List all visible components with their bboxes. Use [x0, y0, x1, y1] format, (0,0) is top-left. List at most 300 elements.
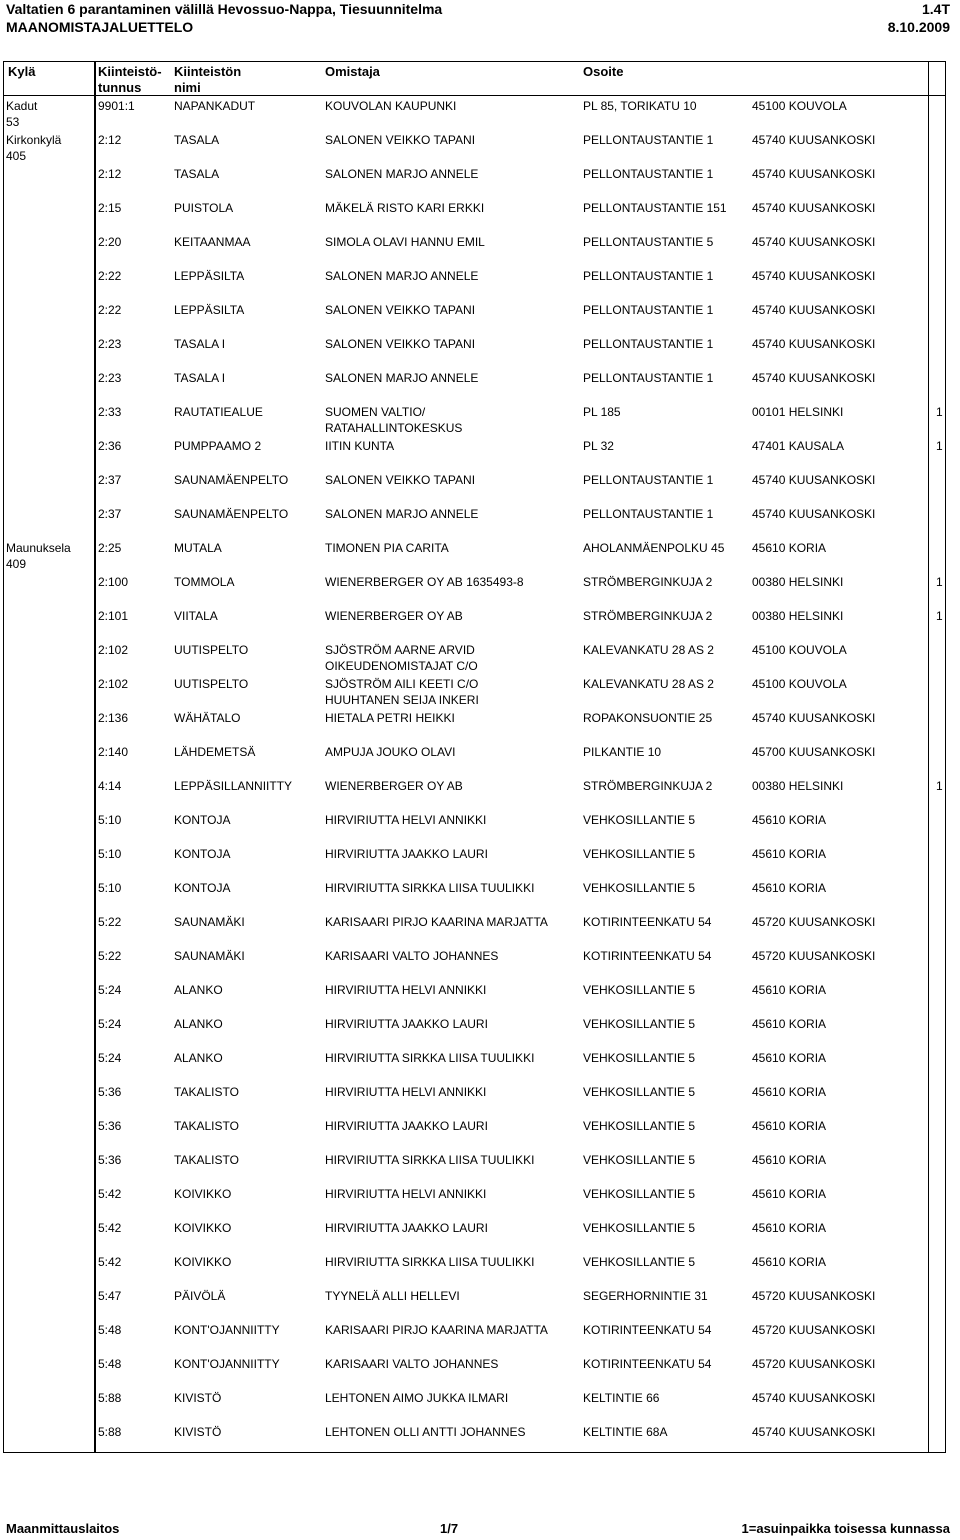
owner-name: KARISAARI VALTO JOHANNES — [325, 1357, 499, 1371]
owner-address: VEHKOSILLANTIE 5 — [583, 1017, 696, 1031]
owner-address: KOTIRINTEENKATU 54 — [583, 1323, 712, 1337]
owner-name: OIKEUDENOMISTAJAT C/O — [325, 659, 478, 673]
property-name: RAUTATIEALUE — [174, 405, 263, 419]
owner-address: KELTINTIE 68A — [583, 1425, 668, 1439]
table-row — [4, 574, 945, 608]
owner-table — [3, 61, 946, 1453]
owner-cell — [325, 914, 548, 930]
document-date: 8.10.2009 — [887, 19, 950, 35]
owner-address: PELLONTAUSTANTIE 1 — [583, 303, 714, 317]
property-unit-id: 2:37 — [98, 507, 122, 521]
owner-name: MÄKELÄ RISTO KARI ERKKI — [325, 201, 485, 215]
owner-name: SALONEN MARJO ANNELE — [325, 167, 479, 181]
village-number: 405 — [6, 149, 27, 163]
property-name: VIITALA — [174, 609, 218, 623]
owner-postal-code-city: 45610 KORIA — [752, 1255, 827, 1269]
document-title: Valtatien 6 parantaminen välillä Hevossuo-Nappa, Tiesuunnitelma — [6, 1, 443, 17]
property-name: TAKALISTO — [174, 1119, 239, 1133]
owner-postal-code-city: 00380 HELSINKI — [752, 609, 844, 623]
owner-address: VEHKOSILLANTIE 5 — [583, 1051, 696, 1065]
property-unit-id: 2:136 — [98, 711, 129, 725]
other-municipality-flag: 1 — [936, 609, 943, 623]
property-unit-id: 2:37 — [98, 473, 122, 487]
property-unit-id: 2:102 — [98, 643, 129, 657]
owner-postal-code-city: 45740 KUUSANKOSKI — [752, 269, 876, 283]
other-municipality-flag: 1 — [936, 405, 943, 419]
owner-address: PELLONTAUSTANTIE 1 — [583, 507, 714, 521]
owner-name: IITIN KUNTA — [325, 439, 395, 453]
property-name: SAUNAMÄENPELTO — [174, 507, 289, 521]
owner-address: VEHKOSILLANTIE 5 — [583, 1085, 696, 1099]
table-row — [4, 744, 945, 778]
owner-postal-code-city: 45610 KORIA — [752, 1187, 827, 1201]
owner-cell — [325, 370, 478, 386]
owner-name: WIENERBERGER OY AB 1635493-8 — [325, 575, 524, 589]
table-row — [4, 438, 945, 472]
owner-address: PELLONTAUSTANTIE 1 — [583, 167, 714, 181]
col-header-village: Kylä — [8, 64, 36, 79]
owner-name: HIRVIRIUTTA HELVI ANNIKKI — [325, 1085, 487, 1099]
property-name: SAUNAMÄKI — [174, 949, 245, 963]
property-name: KONTOJA — [174, 813, 231, 827]
owner-name: SIMOLA OLAVI HANNU EMIL — [325, 235, 485, 249]
owner-cell — [325, 982, 486, 998]
table-row — [4, 676, 945, 710]
owner-cell — [325, 676, 479, 708]
table-row — [4, 132, 945, 166]
owner-address: KELTINTIE 66 — [583, 1391, 660, 1405]
table-row — [4, 234, 945, 268]
footer-legend: 1=asuinpaikka toisessa kunnassa — [741, 1521, 950, 1536]
owner-cell — [325, 812, 486, 828]
owner-name: SALONEN VEIKKO TAPANI — [325, 473, 476, 487]
owner-name: LEHTONEN OLLI ANTTI JOHANNES — [325, 1425, 526, 1439]
owner-name: HIRVIRIUTTA SIRKKA LIISA TUULIKKI — [325, 1255, 535, 1269]
owner-postal-code-city: 45100 KOUVOLA — [752, 99, 847, 113]
owner-postal-code-city: 45720 KUUSANKOSKI — [752, 1289, 876, 1303]
owner-cell — [325, 200, 484, 216]
owner-name: HIRVIRIUTTA SIRKKA LIISA TUULIKKI — [325, 1153, 535, 1167]
owner-address: PELLONTAUSTANTIE 1 — [583, 269, 714, 283]
property-name: KIVISTÖ — [174, 1425, 222, 1439]
property-name: KOIVIKKO — [174, 1221, 232, 1235]
table-row — [4, 846, 945, 880]
owner-address: STRÖMBERGINKUJA 2 — [583, 779, 713, 793]
table-row — [4, 1186, 945, 1220]
table-row — [4, 914, 945, 948]
property-unit-id: 5:48 — [98, 1357, 122, 1371]
property-unit-id: 2:20 — [98, 235, 122, 249]
property-name: PÄIVÖLÄ — [174, 1289, 226, 1303]
property-name: UUTISPELTO — [174, 677, 249, 691]
property-unit-id: 5:24 — [98, 1051, 122, 1065]
owner-name: HIRVIRIUTTA JAAKKO LAURI — [325, 1017, 488, 1031]
property-unit-id: 5:42 — [98, 1187, 122, 1201]
property-unit-id: 5:48 — [98, 1323, 122, 1337]
other-municipality-flag: 1 — [936, 439, 943, 453]
property-unit-id: 2:102 — [98, 677, 129, 691]
footer-organization: Maanmittauslaitos — [6, 1521, 120, 1536]
property-name: LÄHDEMETSÄ — [174, 745, 256, 759]
owner-address: VEHKOSILLANTIE 5 — [583, 881, 696, 895]
col-header-unit-line2: tunnus — [98, 80, 142, 95]
owner-postal-code-city: 45740 KUUSANKOSKI — [752, 167, 876, 181]
owner-cell — [325, 1016, 488, 1032]
table-row — [4, 1424, 945, 1458]
table-row — [4, 540, 945, 574]
table-row — [4, 166, 945, 200]
property-unit-id: 5:36 — [98, 1085, 122, 1099]
owner-postal-code-city: 45740 KUUSANKOSKI — [752, 1391, 876, 1405]
owner-address: VEHKOSILLANTIE 5 — [583, 847, 696, 861]
owner-name: SUOMEN VALTIO/ — [325, 405, 426, 419]
owner-address: PL 85, TORIKATU 10 — [583, 99, 697, 113]
property-unit-id: 5:42 — [98, 1221, 122, 1235]
owner-cell — [325, 234, 485, 250]
owner-cell — [325, 846, 488, 862]
table-row — [4, 812, 945, 846]
property-unit-id: 5:10 — [98, 881, 122, 895]
owner-postal-code-city: 45610 KORIA — [752, 983, 827, 997]
owner-name: KARISAARI PIRJO KAARINA MARJATTA — [325, 915, 548, 929]
col-header-name-line2: nimi — [174, 80, 201, 95]
table-row — [4, 268, 945, 302]
property-unit-id: 5:22 — [98, 949, 122, 963]
property-name: NAPANKADUT — [174, 99, 256, 113]
owner-address: PELLONTAUSTANTIE 1 — [583, 473, 714, 487]
owner-cell — [325, 1356, 498, 1372]
owner-name: HIETALA PETRI HEIKKI — [325, 711, 455, 725]
table-row — [4, 200, 945, 234]
owner-name: SALONEN VEIKKO TAPANI — [325, 133, 476, 147]
property-name: TASALA — [174, 133, 220, 147]
owner-address: PELLONTAUSTANTIE 151 — [583, 201, 727, 215]
owner-cell — [325, 880, 534, 896]
owner-name: HIRVIRIUTTA HELVI ANNIKKI — [325, 813, 487, 827]
owner-address: KOTIRINTEENKATU 54 — [583, 915, 712, 929]
owner-cell — [325, 1220, 488, 1236]
owner-postal-code-city: 45610 KORIA — [752, 847, 827, 861]
owner-cell — [325, 1288, 460, 1304]
property-unit-id: 2:33 — [98, 405, 122, 419]
owner-postal-code-city: 45610 KORIA — [752, 1221, 827, 1235]
property-unit-id: 2:101 — [98, 609, 129, 623]
table-row — [4, 710, 945, 744]
owner-name: TYYNELÄ ALLI HELLEVI — [325, 1289, 460, 1303]
owner-name: HIRVIRIUTTA SIRKKA LIISA TUULIKKI — [325, 1051, 535, 1065]
owner-cell — [325, 1152, 534, 1168]
owner-name: LEHTONEN AIMO JUKKA ILMARI — [325, 1391, 509, 1405]
property-unit-id: 5:88 — [98, 1391, 122, 1405]
table-row — [4, 1356, 945, 1390]
property-name: TAKALISTO — [174, 1085, 239, 1099]
table-row — [4, 302, 945, 336]
property-name: TASALA I — [174, 371, 226, 385]
owner-cell — [325, 268, 478, 284]
col-header-address: Osoite — [583, 64, 624, 79]
property-name: ALANKO — [174, 1017, 223, 1031]
col-header-unit-line1: Kiinteistö- — [98, 64, 162, 79]
owner-address: PL 32 — [583, 439, 614, 453]
owner-cell — [325, 642, 478, 674]
owner-postal-code-city: 45720 KUUSANKOSKI — [752, 949, 876, 963]
property-name: ALANKO — [174, 983, 223, 997]
property-name: KONTOJA — [174, 847, 231, 861]
col-header-unit — [98, 64, 162, 96]
owner-cell — [325, 778, 463, 794]
property-unit-id: 2:12 — [98, 167, 122, 181]
property-unit-id: 2:22 — [98, 303, 122, 317]
owner-postal-code-city: 45740 KUUSANKOSKI — [752, 1425, 876, 1439]
owner-address: PELLONTAUSTANTIE 1 — [583, 371, 714, 385]
owner-postal-code-city: 45740 KUUSANKOSKI — [752, 235, 876, 249]
owner-postal-code-city: 45610 KORIA — [752, 1119, 827, 1133]
col-header-name-line1: Kiinteistön — [174, 64, 242, 79]
property-name: KONT'OJANNIITTY — [174, 1323, 280, 1337]
owner-name: HIRVIRIUTTA JAAKKO LAURI — [325, 1119, 488, 1133]
owner-postal-code-city: 45720 KUUSANKOSKI — [752, 915, 876, 929]
owner-address: VEHKOSILLANTIE 5 — [583, 1119, 696, 1133]
owner-cell — [325, 472, 475, 488]
property-name: LEPPÄSILTA — [174, 269, 245, 283]
owner-name: AMPUJA JOUKO OLAVI — [325, 745, 456, 759]
property-unit-id: 5:24 — [98, 1017, 122, 1031]
property-name: LEPPÄSILTA — [174, 303, 245, 317]
owner-name: TIMONEN PIA CARITA — [325, 541, 449, 555]
property-unit-id: 5:10 — [98, 813, 122, 827]
table-row — [4, 1016, 945, 1050]
property-name: TASALA I — [174, 337, 226, 351]
property-name: KONT'OJANNIITTY — [174, 1357, 280, 1371]
property-unit-id: 5:88 — [98, 1425, 122, 1439]
owner-address: ROPAKONSUONTIE 25 — [583, 711, 713, 725]
village-name: Maunuksela — [6, 541, 71, 555]
owner-cell — [325, 506, 478, 522]
owner-address: KALEVANKATU 28 AS 2 — [583, 643, 714, 657]
property-name: TOMMOLA — [174, 575, 235, 589]
owner-name: WIENERBERGER OY AB — [325, 779, 463, 793]
owner-cell — [325, 98, 456, 114]
table-row — [4, 1322, 945, 1356]
owner-postal-code-city: 45700 KUUSANKOSKI — [752, 745, 876, 759]
owner-name: HIRVIRIUTTA SIRKKA LIISA TUULIKKI — [325, 881, 535, 895]
header-line-1 — [6, 0, 950, 18]
property-name: UUTISPELTO — [174, 643, 249, 657]
table-row — [4, 336, 945, 370]
owner-postal-code-city: 45610 KORIA — [752, 1017, 827, 1031]
owner-name: KARISAARI VALTO JOHANNES — [325, 949, 499, 963]
owner-address: VEHKOSILLANTIE 5 — [583, 983, 696, 997]
property-name: KEITAANMAA — [174, 235, 251, 249]
property-unit-id: 5:36 — [98, 1119, 122, 1133]
property-unit-id: 2:140 — [98, 745, 129, 759]
owner-address: STRÖMBERGINKUJA 2 — [583, 609, 713, 623]
owner-cell — [325, 1118, 488, 1134]
property-unit-id: 2:23 — [98, 337, 122, 351]
property-unit-id: 5:42 — [98, 1255, 122, 1269]
owner-cell — [325, 1424, 526, 1440]
property-unit-id: 2:23 — [98, 371, 122, 385]
other-municipality-flag: 1 — [936, 779, 943, 793]
owner-address: VEHKOSILLANTIE 5 — [583, 1187, 696, 1201]
owner-name: KARISAARI PIRJO KAARINA MARJATTA — [325, 1323, 548, 1337]
property-unit-id: 2:100 — [98, 575, 129, 589]
property-unit-id: 2:36 — [98, 439, 122, 453]
owner-address: STRÖMBERGINKUJA 2 — [583, 575, 713, 589]
property-name: SAUNAMÄENPELTO — [174, 473, 289, 487]
owner-cell — [325, 1254, 534, 1270]
property-name: ALANKO — [174, 1051, 223, 1065]
table-row — [4, 608, 945, 642]
owner-cell — [325, 540, 449, 556]
owner-cell — [325, 302, 475, 318]
owner-postal-code-city: 45740 KUUSANKOSKI — [752, 711, 876, 725]
owner-postal-code-city: 00380 HELSINKI — [752, 575, 844, 589]
table-row — [4, 1050, 945, 1084]
table-row — [4, 506, 945, 540]
document-code: 1.4T — [921, 1, 950, 17]
table-row — [4, 1118, 945, 1152]
owner-cell — [325, 132, 475, 148]
table-row — [4, 1254, 945, 1288]
owner-address: VEHKOSILLANTIE 5 — [583, 813, 696, 827]
owner-name: SJÖSTRÖM AARNE ARVID — [325, 643, 475, 657]
owner-postal-code-city: 45100 KOUVOLA — [752, 643, 847, 657]
owner-cell — [325, 438, 394, 454]
owner-name: SJÖSTRÖM AILI KEETI C/O — [325, 677, 479, 691]
property-name: PUISTOLA — [174, 201, 234, 215]
property-unit-id: 5:22 — [98, 915, 122, 929]
property-name: KOIVIKKO — [174, 1255, 232, 1269]
table-row — [4, 1220, 945, 1254]
owner-postal-code-city: 45740 KUUSANKOSKI — [752, 201, 876, 215]
owner-address: KALEVANKATU 28 AS 2 — [583, 677, 714, 691]
property-name: KOIVIKKO — [174, 1187, 232, 1201]
owner-cell — [325, 744, 455, 760]
owner-cell — [325, 1390, 508, 1406]
table-row — [4, 1288, 945, 1322]
owner-address: PL 185 — [583, 405, 621, 419]
owner-address: KOTIRINTEENKATU 54 — [583, 949, 712, 963]
owner-postal-code-city: 00101 HELSINKI — [752, 405, 844, 419]
owner-name: SALONEN VEIKKO TAPANI — [325, 303, 476, 317]
owner-postal-code-city: 45610 KORIA — [752, 541, 827, 555]
owner-address: PELLONTAUSTANTIE 5 — [583, 235, 714, 249]
owner-postal-code-city: 45610 KORIA — [752, 1153, 827, 1167]
owner-name: SALONEN MARJO ANNELE — [325, 269, 479, 283]
table-row — [4, 880, 945, 914]
property-unit-id: 9901:1 — [98, 99, 135, 113]
property-name: TAKALISTO — [174, 1153, 239, 1167]
village-number: 409 — [6, 557, 27, 571]
owner-postal-code-city: 45720 KUUSANKOSKI — [752, 1323, 876, 1337]
owner-name: HIRVIRIUTTA HELVI ANNIKKI — [325, 1187, 487, 1201]
table-row — [4, 948, 945, 982]
owner-address: PELLONTAUSTANTIE 1 — [583, 133, 714, 147]
owner-address: VEHKOSILLANTIE 5 — [583, 1153, 696, 1167]
table-row — [4, 98, 945, 132]
document-subtitle: MAANOMISTAJALUETTELO — [6, 19, 194, 35]
owner-cell — [325, 1186, 486, 1202]
table-row — [4, 472, 945, 506]
owner-postal-code-city: 45740 KUUSANKOSKI — [752, 473, 876, 487]
property-name: TASALA — [174, 167, 220, 181]
owner-address: VEHKOSILLANTIE 5 — [583, 1221, 696, 1235]
owner-address: SEGERHORNINTIE 31 — [583, 1289, 708, 1303]
owner-postal-code-city: 45740 KUUSANKOSKI — [752, 507, 876, 521]
footer-page-number: 1/7 — [440, 1521, 459, 1536]
owner-name: HUUHTANEN SEIJA INKERI — [325, 693, 479, 707]
table-row — [4, 1084, 945, 1118]
owner-cell — [325, 404, 462, 436]
owner-address: PELLONTAUSTANTIE 1 — [583, 337, 714, 351]
village-name: Kirkonkylä — [6, 133, 62, 147]
owner-postal-code-city: 45610 KORIA — [752, 1051, 827, 1065]
owner-cell — [325, 336, 475, 352]
village-name: Kadut — [6, 99, 38, 113]
owner-address: AHOLANMÄENPOLKU 45 — [583, 541, 725, 555]
property-name: PUMPPAAMO 2 — [174, 439, 262, 453]
property-name: MUTALA — [174, 541, 222, 555]
property-name: SAUNAMÄKI — [174, 915, 245, 929]
property-name: WÄHÄTALO — [174, 711, 241, 725]
header-line-2 — [6, 18, 950, 36]
owner-address: KOTIRINTEENKATU 54 — [583, 1357, 712, 1371]
owner-postal-code-city: 45610 KORIA — [752, 881, 827, 895]
table-row — [4, 982, 945, 1016]
owner-name: HIRVIRIUTTA HELVI ANNIKKI — [325, 983, 487, 997]
owner-address: PILKANTIE 10 — [583, 745, 662, 759]
owner-postal-code-city: 45610 KORIA — [752, 813, 827, 827]
owner-name: SALONEN MARJO ANNELE — [325, 371, 479, 385]
owner-postal-code-city: 45740 KUUSANKOSKI — [752, 303, 876, 317]
property-unit-id: 5:47 — [98, 1289, 122, 1303]
property-unit-id: 5:36 — [98, 1153, 122, 1167]
owner-name: KOUVOLAN KAUPUNKI — [325, 99, 457, 113]
property-unit-id: 5:24 — [98, 983, 122, 997]
table-row — [4, 1152, 945, 1186]
owner-cell — [325, 1050, 534, 1066]
property-name: KONTOJA — [174, 881, 231, 895]
property-unit-id: 2:15 — [98, 201, 122, 215]
owner-postal-code-city: 45740 KUUSANKOSKI — [752, 133, 876, 147]
owner-cell — [325, 710, 455, 726]
table-row — [4, 370, 945, 404]
property-unit-id: 4:14 — [98, 779, 122, 793]
col-header-name — [174, 64, 241, 96]
owner-postal-code-city: 00380 HELSINKI — [752, 779, 844, 793]
owner-cell — [325, 574, 524, 590]
village-number: 53 — [6, 115, 20, 129]
owner-postal-code-city: 45740 KUUSANKOSKI — [752, 337, 876, 351]
property-unit-id: 2:25 — [98, 541, 122, 555]
table-row — [4, 404, 945, 438]
owner-postal-code-city: 45720 KUUSANKOSKI — [752, 1357, 876, 1371]
owner-cell — [325, 1084, 486, 1100]
owner-postal-code-city: 45740 KUUSANKOSKI — [752, 371, 876, 385]
owner-postal-code-city: 47401 KAUSALA — [752, 439, 845, 453]
table-row — [4, 1390, 945, 1424]
other-municipality-flag: 1 — [936, 575, 943, 589]
owner-cell — [325, 166, 478, 182]
property-unit-id: 2:12 — [98, 133, 122, 147]
owner-name: SALONEN MARJO ANNELE — [325, 507, 479, 521]
owner-name: WIENERBERGER OY AB — [325, 609, 463, 623]
owner-cell — [325, 1322, 548, 1338]
owner-name: RATAHALLINTOKESKUS — [325, 421, 463, 435]
owner-name: SALONEN VEIKKO TAPANI — [325, 337, 476, 351]
property-unit-id: 2:22 — [98, 269, 122, 283]
